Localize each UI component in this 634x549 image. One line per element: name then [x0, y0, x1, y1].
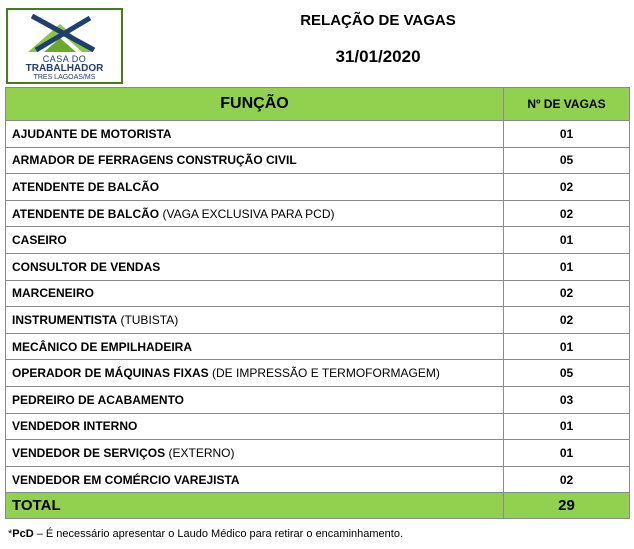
- report-date: 31/01/2020: [335, 47, 421, 66]
- table-row: [6, 280, 630, 307]
- table-row: [6, 253, 630, 280]
- function-cell: [6, 200, 504, 227]
- table-row: [6, 360, 630, 387]
- vacancy-count-cell: 05: [504, 360, 630, 387]
- header-function: FUNÇÃO: [6, 88, 504, 121]
- function-note: (DE IMPRESSÃO E TERMOFORMAGEM): [208, 366, 440, 381]
- vacancy-count-cell: 01: [504, 253, 630, 280]
- function-note: (VAGA EXCLUSIVA PARA PCD): [159, 206, 335, 221]
- function-cell: [6, 147, 504, 174]
- function-cell: [6, 386, 504, 413]
- vacancy-count-cell: 01: [504, 333, 630, 360]
- vacancy-count-cell: 01: [504, 121, 630, 148]
- logo-text-casa-do: CASA DO: [42, 54, 87, 64]
- vacancy-count-cell: 02: [504, 174, 630, 201]
- footnote: [8, 528, 403, 540]
- function-cell: [6, 253, 504, 280]
- table-row: [6, 174, 630, 201]
- function-cell: [6, 333, 504, 360]
- table-row: [6, 307, 630, 334]
- table-row: [6, 227, 630, 254]
- function-note: (EXTERNO): [165, 445, 235, 460]
- vacancy-count-cell: 01: [504, 413, 630, 440]
- vacancy-count-cell: 01: [504, 440, 630, 467]
- page-title: RELAÇÃO DE VAGAS: [300, 12, 456, 29]
- function-name: MECÂNICO DE EMPILHADEIRA: [12, 339, 193, 354]
- footnote-text: – É necessário apresentar o Laudo Médico para retirar o encaminhamento.: [33, 528, 404, 540]
- vacancy-count-cell: 02: [504, 280, 630, 307]
- vacancy-count-cell: 02: [504, 307, 630, 334]
- total-value: 29: [504, 493, 630, 519]
- table-row: [6, 466, 630, 493]
- function-name: VENDEDOR INTERNO: [12, 419, 138, 434]
- function-cell: [6, 440, 504, 467]
- table-row: [6, 386, 630, 413]
- vacancy-count-cell: 02: [504, 200, 630, 227]
- function-cell: [6, 360, 504, 387]
- logo-text-trabalhador: TRABALHADOR: [25, 63, 104, 74]
- footnote-term: PcD: [12, 528, 34, 540]
- footnote-prefix: *: [8, 528, 13, 540]
- total-row: [6, 493, 630, 519]
- vacancy-count-cell: 01: [504, 227, 630, 254]
- function-cell: [6, 280, 504, 307]
- function-name: PEDREIRO DE ACABAMENTO: [12, 392, 185, 407]
- function-name: AJUDANTE DE MOTORISTA: [12, 126, 172, 141]
- function-name: CONSULTOR DE VENDAS: [12, 259, 161, 274]
- function-name: ARMADOR DE FERRAGENS CONSTRUÇÃO CIVIL: [12, 153, 297, 168]
- function-cell: [6, 174, 504, 201]
- function-cell: [6, 413, 504, 440]
- logo-text-city: TRES LAGOAS/MS: [33, 74, 96, 81]
- table-header-row: [6, 88, 630, 121]
- function-name: INSTRUMENTISTA: [12, 312, 118, 327]
- vacancies-table: [5, 87, 630, 519]
- header-vacancy-count: Nº DE VAGAS: [504, 88, 630, 121]
- table-row: [6, 200, 630, 227]
- function-name: ATENDENTE DE BALCÃO: [12, 206, 160, 221]
- function-name: CASEIRO: [12, 233, 67, 248]
- table-row: [6, 121, 630, 148]
- function-name: VENDEDOR DE SERVIÇOS: [12, 445, 166, 460]
- function-name: MARCENEIRO: [12, 286, 95, 301]
- total-label: TOTAL: [6, 493, 504, 519]
- function-name: ATENDENTE DE BALCÃO: [12, 179, 160, 194]
- table-row: [6, 333, 630, 360]
- function-cell: [6, 227, 504, 254]
- function-name: VENDEDOR EM COMÉRCIO VAREJISTA: [12, 472, 240, 487]
- casa-do-trabalhador-logo: [6, 8, 123, 84]
- function-cell: [6, 121, 504, 148]
- table-row: [6, 147, 630, 174]
- function-cell: [6, 307, 504, 334]
- vacancy-count-cell: 03: [504, 386, 630, 413]
- table-row: [6, 440, 630, 467]
- function-cell: [6, 466, 504, 493]
- vacancy-count-cell: 05: [504, 147, 630, 174]
- function-note: (TUBISTA): [117, 312, 179, 327]
- table-row: [6, 413, 630, 440]
- function-name: OPERADOR DE MÁQUINAS FIXAS: [12, 366, 209, 381]
- vacancy-count-cell: 02: [504, 466, 630, 493]
